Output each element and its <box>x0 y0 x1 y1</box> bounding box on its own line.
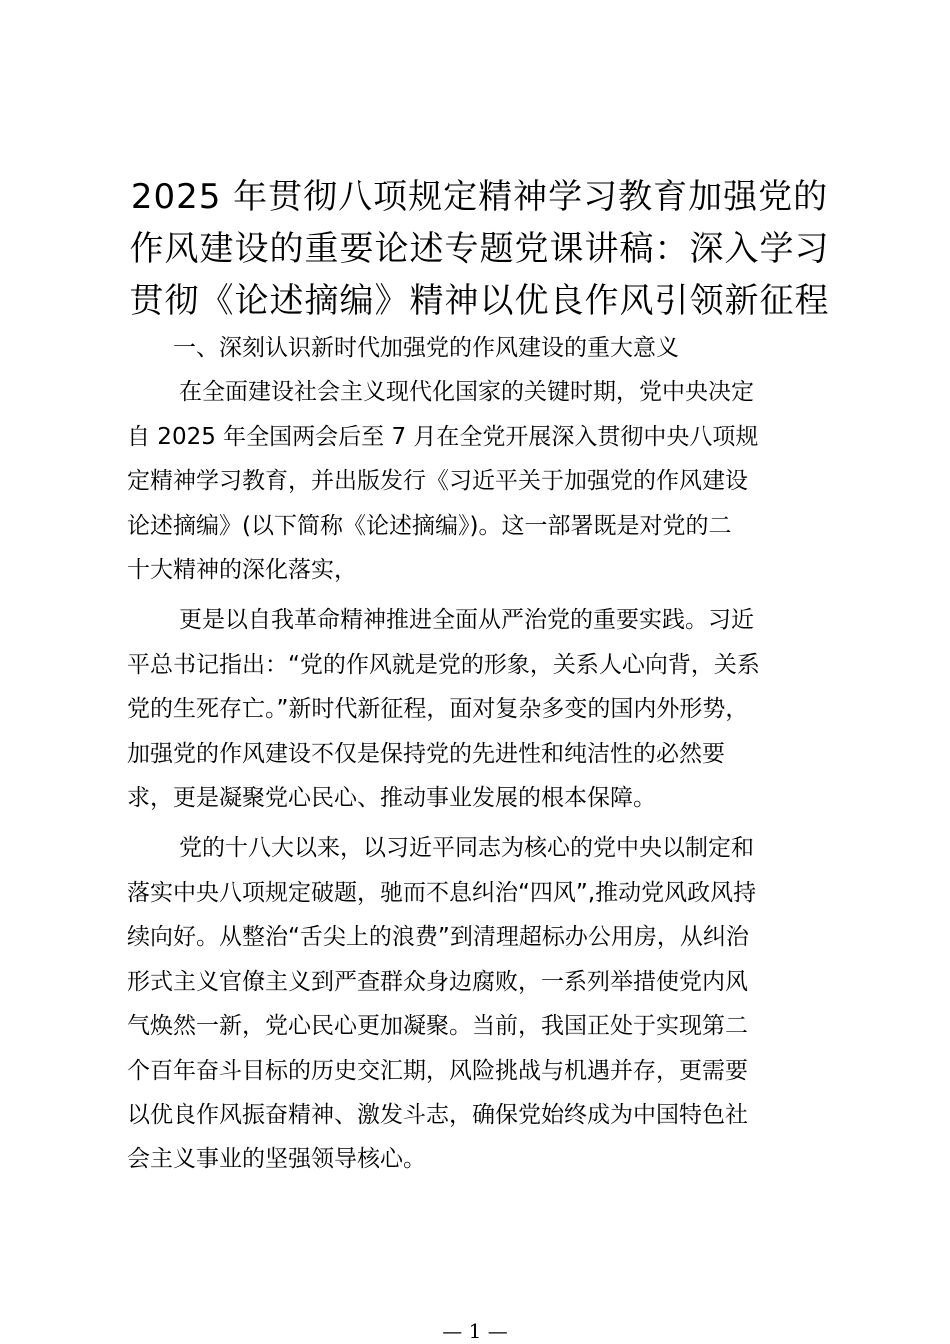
paragraph-line: 会主义事业的坚强领导核心。 <box>127 1146 426 1173</box>
paragraph-line: 定精神学习教育，并出版发行《习近平关于加强党的作风建设 <box>127 468 748 495</box>
paragraph <box>127 370 827 592</box>
paragraph-line: 在全面建设社会主义现代化国家的关键时期，党中央决定 <box>179 379 754 406</box>
paragraph-line: 加强党的作风建设不仅是保持党的先进性和纯洁性的必然要 <box>127 740 725 767</box>
paragraph <box>127 598 827 820</box>
document-body <box>127 326 827 1182</box>
paragraph-line: 续向好。从整治“舌尖上的浪费”到清理超标办公用房，从纠治 <box>127 924 749 951</box>
paragraph-line: 求，更是凝聚党心民心、推动事业发展的根本保障。 <box>127 785 656 812</box>
paragraph <box>127 826 827 1181</box>
page-number: — 1 — <box>442 1319 508 1343</box>
paragraph-line: 平总书记指出：“党的作风就是党的形象，关系人心向背，关系 <box>127 651 760 678</box>
paragraph-line: 论述摘编》(以下简称《论述摘编》)。这一部署既是对党的二 <box>127 512 732 539</box>
paragraph-line: 气焕然一新，党心民心更加凝聚。当前，我国正处于实现第二 <box>127 1013 748 1040</box>
paragraph-line: 以优良作风振奋精神、激发斗志，确保党始终成为中国特色社 <box>127 1101 748 1128</box>
paragraph-line: 党的生死存亡。”新时代新征程，面对复杂多变的国内外形势， <box>127 696 749 723</box>
paragraph-line: 更是以自我革命精神推进全面从严治党的重要实践。习近 <box>179 607 754 634</box>
title-line: 2025 年贯彻八项规定精神学习教育加强党的 <box>130 177 829 217</box>
paragraph-line: 形式主义官僚主义到严查群众身边腐败，一系列举措使党内风 <box>127 968 748 995</box>
paragraph-line: 党的十八大以来，以习近平同志为核心的党中央以制定和 <box>179 835 754 862</box>
paragraph-line: 落实中央八项规定破题，驰而不息纠治“四风”,推动党风政风持 <box>127 879 757 906</box>
paragraph-line: 个百年奋斗目标的历史交汇期，风险挑战与机遇并存，更需要 <box>127 1057 748 1084</box>
document-title <box>127 171 832 327</box>
title-line: 贯彻《论述摘编》精神以优良作风引领新征程 <box>129 281 830 321</box>
paragraph-line: 自 2025 年全国两会后至 7 月在全党开展深入贯彻中央八项规 <box>127 423 759 450</box>
section-heading: 一、深刻认识新时代加强党的作风建设的重大意义 <box>173 335 679 361</box>
paragraph-line: 十大精神的深化落实， <box>127 557 357 584</box>
title-line: 作风建设的重要论述专题党课讲稿：深入学习 <box>129 229 830 269</box>
